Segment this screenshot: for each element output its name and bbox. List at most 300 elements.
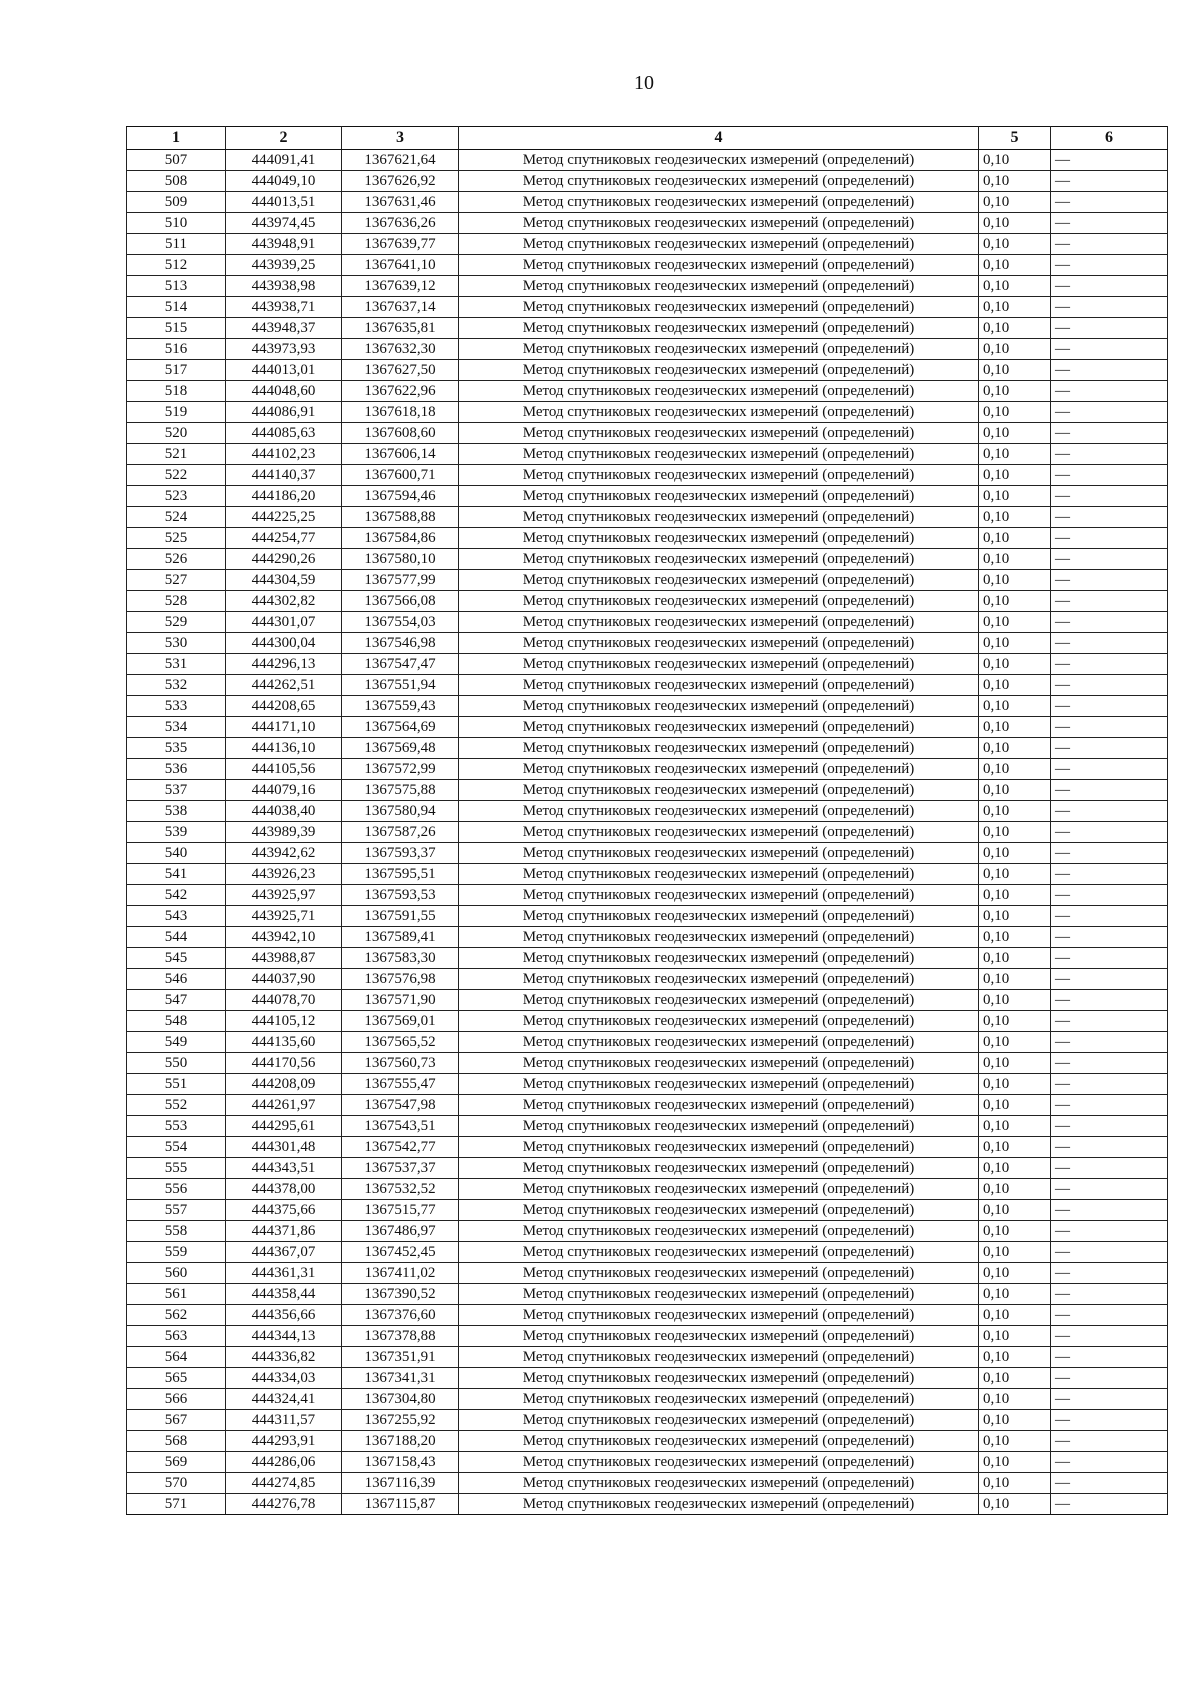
x-coordinate-cell: 444361,31 [226,1263,342,1284]
note-cell: — [1051,255,1168,276]
y-coordinate-cell: 1367641,10 [342,255,459,276]
x-coordinate-cell: 444343,51 [226,1158,342,1179]
accuracy-cell: 0,10 [979,1368,1051,1389]
x-coordinate-cell: 444038,40 [226,801,342,822]
accuracy-cell: 0,10 [979,1221,1051,1242]
method-cell: Метод спутниковых геодезических измерений (определений) [459,759,979,780]
x-coordinate-cell: 444334,03 [226,1368,342,1389]
method-cell: Метод спутниковых геодезических измерений (определений) [459,1494,979,1515]
accuracy-cell: 0,10 [979,1032,1051,1053]
x-coordinate-cell: 444079,16 [226,780,342,801]
y-coordinate-cell: 1367547,47 [342,654,459,675]
table-row [127,1263,1168,1284]
note-cell: — [1051,885,1168,906]
x-coordinate-cell: 444013,51 [226,192,342,213]
method-cell: Метод спутниковых геодезических измерений (определений) [459,1074,979,1095]
point-number-cell: 513 [127,276,226,297]
note-cell: — [1051,1158,1168,1179]
table-row [127,1473,1168,1494]
x-coordinate-cell: 444208,09 [226,1074,342,1095]
y-coordinate-cell: 1367593,37 [342,843,459,864]
accuracy-cell: 0,10 [979,717,1051,738]
x-coordinate-cell: 444261,97 [226,1095,342,1116]
table-row [127,297,1168,318]
accuracy-cell: 0,10 [979,486,1051,507]
y-coordinate-cell: 1367595,51 [342,864,459,885]
note-cell: — [1051,507,1168,528]
table-row [127,1452,1168,1473]
table-row [127,171,1168,192]
table-row [127,948,1168,969]
point-number-cell: 520 [127,423,226,444]
y-coordinate-cell: 1367577,99 [342,570,459,591]
x-coordinate-cell: 444186,20 [226,486,342,507]
x-coordinate-cell: 444302,82 [226,591,342,612]
table-row [127,864,1168,885]
x-coordinate-cell: 444135,60 [226,1032,342,1053]
note-cell: — [1051,801,1168,822]
note-cell: — [1051,381,1168,402]
note-cell: — [1051,759,1168,780]
method-cell: Метод спутниковых геодезических измерений (определений) [459,1200,979,1221]
x-coordinate-cell: 444274,85 [226,1473,342,1494]
y-coordinate-cell: 1367255,92 [342,1410,459,1431]
method-cell: Метод спутниковых геодезических измерений (определений) [459,612,979,633]
y-coordinate-cell: 1367608,60 [342,423,459,444]
table-row [127,150,1168,171]
y-coordinate-cell: 1367580,94 [342,801,459,822]
y-coordinate-cell: 1367576,98 [342,969,459,990]
table-row [127,1410,1168,1431]
note-cell: — [1051,654,1168,675]
method-cell: Метод спутниковых геодезических измерений (определений) [459,318,979,339]
x-coordinate-cell: 444378,00 [226,1179,342,1200]
table-row [127,570,1168,591]
table-row [127,1494,1168,1515]
accuracy-cell: 0,10 [979,1116,1051,1137]
method-cell: Метод спутниковых геодезических измерений (определений) [459,444,979,465]
note-cell: — [1051,276,1168,297]
x-coordinate-cell: 443989,39 [226,822,342,843]
accuracy-cell: 0,10 [979,948,1051,969]
point-number-cell: 545 [127,948,226,969]
accuracy-cell: 0,10 [979,528,1051,549]
y-coordinate-cell: 1367635,81 [342,318,459,339]
x-coordinate-cell: 443974,45 [226,213,342,234]
accuracy-cell: 0,10 [979,1452,1051,1473]
accuracy-cell: 0,10 [979,990,1051,1011]
x-coordinate-cell: 444091,41 [226,150,342,171]
table-row [127,1032,1168,1053]
x-coordinate-cell: 444262,51 [226,675,342,696]
method-cell: Метод спутниковых геодезических измерений (определений) [459,1326,979,1347]
y-coordinate-cell: 1367551,94 [342,675,459,696]
note-cell: — [1051,1053,1168,1074]
note-cell: — [1051,1221,1168,1242]
y-coordinate-cell: 1367583,30 [342,948,459,969]
x-coordinate-cell: 443925,97 [226,885,342,906]
point-number-cell: 512 [127,255,226,276]
table-row [127,990,1168,1011]
point-number-cell: 515 [127,318,226,339]
table-row [127,1116,1168,1137]
note-cell: — [1051,1368,1168,1389]
method-cell: Метод спутниковых геодезических измерений (определений) [459,549,979,570]
point-number-cell: 549 [127,1032,226,1053]
table-row [127,1137,1168,1158]
y-coordinate-cell: 1367639,77 [342,234,459,255]
y-coordinate-cell: 1367559,43 [342,696,459,717]
point-number-cell: 523 [127,486,226,507]
point-number-cell: 567 [127,1410,226,1431]
x-coordinate-cell: 444171,10 [226,717,342,738]
method-cell: Метод спутниковых геодезических измерений (определений) [459,948,979,969]
accuracy-cell: 0,10 [979,1074,1051,1095]
y-coordinate-cell: 1367627,50 [342,360,459,381]
method-cell: Метод спутниковых геодезических измерений (определений) [459,276,979,297]
accuracy-cell: 0,10 [979,864,1051,885]
accuracy-cell: 0,10 [979,276,1051,297]
point-number-cell: 561 [127,1284,226,1305]
method-cell: Метод спутниковых геодезических измерений (определений) [459,969,979,990]
note-cell: — [1051,1137,1168,1158]
point-number-cell: 519 [127,402,226,423]
x-coordinate-cell: 444344,13 [226,1326,342,1347]
note-cell: — [1051,864,1168,885]
point-number-cell: 517 [127,360,226,381]
note-cell: — [1051,1011,1168,1032]
method-cell: Метод спутниковых геодезических измерений (определений) [459,486,979,507]
note-cell: — [1051,360,1168,381]
note-cell: — [1051,1473,1168,1494]
y-coordinate-cell: 1367543,51 [342,1116,459,1137]
accuracy-cell: 0,10 [979,1389,1051,1410]
x-coordinate-cell: 444356,66 [226,1305,342,1326]
table-header [127,127,1168,150]
y-coordinate-cell: 1367580,10 [342,549,459,570]
note-cell: — [1051,906,1168,927]
x-coordinate-cell: 444078,70 [226,990,342,1011]
x-coordinate-cell: 444300,04 [226,633,342,654]
accuracy-cell: 0,10 [979,801,1051,822]
x-coordinate-cell: 444367,07 [226,1242,342,1263]
note-cell: — [1051,927,1168,948]
y-coordinate-cell: 1367537,37 [342,1158,459,1179]
x-coordinate-cell: 443942,62 [226,843,342,864]
table-row [127,549,1168,570]
note-cell: — [1051,1263,1168,1284]
y-coordinate-cell: 1367572,99 [342,759,459,780]
x-coordinate-cell: 444301,07 [226,612,342,633]
method-cell: Метод спутниковых геодезических измерений (определений) [459,1221,979,1242]
note-cell: — [1051,213,1168,234]
method-cell: Метод спутниковых геодезических измерений (определений) [459,465,979,486]
method-cell: Метод спутниковых геодезических измерений (определений) [459,885,979,906]
method-cell: Метод спутниковых геодезических измерений (определений) [459,360,979,381]
table-row [127,1221,1168,1242]
method-cell: Метод спутниковых геодезических измерений (определений) [459,1137,979,1158]
x-coordinate-cell: 444324,41 [226,1389,342,1410]
x-coordinate-cell: 444102,23 [226,444,342,465]
y-coordinate-cell: 1367571,90 [342,990,459,1011]
accuracy-cell: 0,10 [979,633,1051,654]
method-cell: Метод спутниковых геодезических измерений (определений) [459,1368,979,1389]
table-row [127,1389,1168,1410]
note-cell: — [1051,465,1168,486]
point-number-cell: 556 [127,1179,226,1200]
y-coordinate-cell: 1367587,26 [342,822,459,843]
note-cell: — [1051,423,1168,444]
note-cell: — [1051,1389,1168,1410]
x-coordinate-cell: 444286,06 [226,1452,342,1473]
accuracy-cell: 0,10 [979,297,1051,318]
x-coordinate-cell: 443988,87 [226,948,342,969]
method-cell: Метод спутниковых геодезических измерений (определений) [459,507,979,528]
point-number-cell: 546 [127,969,226,990]
note-cell: — [1051,1305,1168,1326]
accuracy-cell: 0,10 [979,171,1051,192]
method-cell: Метод спутниковых геодезических измерений (определений) [459,675,979,696]
note-cell: — [1051,738,1168,759]
table-row [127,1368,1168,1389]
point-number-cell: 565 [127,1368,226,1389]
method-cell: Метод спутниковых геодезических измерений (определений) [459,1011,979,1032]
y-coordinate-cell: 1367564,69 [342,717,459,738]
y-coordinate-cell: 1367565,52 [342,1032,459,1053]
y-coordinate-cell: 1367351,91 [342,1347,459,1368]
y-coordinate-cell: 1367304,80 [342,1389,459,1410]
table-row [127,612,1168,633]
table-row [127,906,1168,927]
x-coordinate-cell: 444296,13 [226,654,342,675]
point-number-cell: 547 [127,990,226,1011]
y-coordinate-cell: 1367546,98 [342,633,459,654]
point-number-cell: 533 [127,696,226,717]
note-cell: — [1051,402,1168,423]
x-coordinate-cell: 444085,63 [226,423,342,444]
point-number-cell: 551 [127,1074,226,1095]
y-coordinate-cell: 1367411,02 [342,1263,459,1284]
accuracy-cell: 0,10 [979,570,1051,591]
method-cell: Метод спутниковых геодезических измерений (определений) [459,801,979,822]
method-cell: Метод спутниковых геодезических измерений (определений) [459,1095,979,1116]
point-number-cell: 562 [127,1305,226,1326]
x-coordinate-cell: 444170,56 [226,1053,342,1074]
point-number-cell: 554 [127,1137,226,1158]
table-row [127,528,1168,549]
method-cell: Метод спутниковых геодезических измерений (определений) [459,843,979,864]
method-cell: Метод спутниковых геодезических измерений (определений) [459,1116,979,1137]
table-row [127,675,1168,696]
point-number-cell: 563 [127,1326,226,1347]
x-coordinate-cell: 444293,91 [226,1431,342,1452]
x-coordinate-cell: 444336,82 [226,1347,342,1368]
y-coordinate-cell: 1367569,01 [342,1011,459,1032]
y-coordinate-cell: 1367575,88 [342,780,459,801]
point-number-cell: 535 [127,738,226,759]
accuracy-cell: 0,10 [979,360,1051,381]
point-number-cell: 527 [127,570,226,591]
method-cell: Метод спутниковых геодезических измерений (определений) [459,1305,979,1326]
table-row [127,759,1168,780]
accuracy-cell: 0,10 [979,255,1051,276]
table-body [127,150,1168,1515]
accuracy-cell: 0,10 [979,759,1051,780]
accuracy-cell: 0,10 [979,969,1051,990]
table-row [127,1011,1168,1032]
note-cell: — [1051,192,1168,213]
method-cell: Метод спутниковых геодезических измерений (определений) [459,528,979,549]
accuracy-cell: 0,10 [979,675,1051,696]
accuracy-cell: 0,10 [979,591,1051,612]
accuracy-cell: 0,10 [979,1347,1051,1368]
accuracy-cell: 0,10 [979,1179,1051,1200]
accuracy-cell: 0,10 [979,1137,1051,1158]
note-cell: — [1051,633,1168,654]
point-number-cell: 532 [127,675,226,696]
y-coordinate-cell: 1367636,26 [342,213,459,234]
table-row [127,423,1168,444]
y-coordinate-cell: 1367637,14 [342,297,459,318]
y-coordinate-cell: 1367116,39 [342,1473,459,1494]
note-cell: — [1051,1326,1168,1347]
table-row [127,801,1168,822]
table-row [127,360,1168,381]
x-coordinate-cell: 444105,56 [226,759,342,780]
y-coordinate-cell: 1367560,73 [342,1053,459,1074]
x-coordinate-cell: 444208,65 [226,696,342,717]
method-cell: Метод спутниковых геодезических измерений (определений) [459,150,979,171]
note-cell: — [1051,612,1168,633]
note-cell: — [1051,591,1168,612]
accuracy-cell: 0,10 [979,927,1051,948]
accuracy-cell: 0,10 [979,423,1051,444]
note-cell: — [1051,1452,1168,1473]
table-row [127,885,1168,906]
table-row [127,969,1168,990]
point-number-cell: 540 [127,843,226,864]
accuracy-cell: 0,10 [979,780,1051,801]
accuracy-cell: 0,10 [979,381,1051,402]
method-cell: Метод спутниковых геодезических измерений (определений) [459,1053,979,1074]
header-col-5: 5 [979,127,1051,150]
x-coordinate-cell: 444276,78 [226,1494,342,1515]
table-row [127,1431,1168,1452]
x-coordinate-cell: 443942,10 [226,927,342,948]
accuracy-cell: 0,10 [979,213,1051,234]
point-number-cell: 518 [127,381,226,402]
table-row [127,507,1168,528]
point-number-cell: 522 [127,465,226,486]
y-coordinate-cell: 1367589,41 [342,927,459,948]
x-coordinate-cell: 443938,71 [226,297,342,318]
accuracy-cell: 0,10 [979,1158,1051,1179]
accuracy-cell: 0,10 [979,822,1051,843]
point-number-cell: 560 [127,1263,226,1284]
accuracy-cell: 0,10 [979,444,1051,465]
point-number-cell: 558 [127,1221,226,1242]
note-cell: — [1051,1431,1168,1452]
x-coordinate-cell: 444301,48 [226,1137,342,1158]
coordinates-table [126,126,1168,1515]
point-number-cell: 534 [127,717,226,738]
accuracy-cell: 0,10 [979,654,1051,675]
accuracy-cell: 0,10 [979,192,1051,213]
y-coordinate-cell: 1367591,55 [342,906,459,927]
header-col-2: 2 [226,127,342,150]
note-cell: — [1051,948,1168,969]
accuracy-cell: 0,10 [979,1494,1051,1515]
x-coordinate-cell: 444048,60 [226,381,342,402]
y-coordinate-cell: 1367606,14 [342,444,459,465]
note-cell: — [1051,696,1168,717]
note-cell: — [1051,318,1168,339]
table-row [127,1305,1168,1326]
method-cell: Метод спутниковых геодезических измерений (определений) [459,1347,979,1368]
table-row [127,1074,1168,1095]
method-cell: Метод спутниковых геодезических измерений (определений) [459,1410,979,1431]
y-coordinate-cell: 1367626,92 [342,171,459,192]
method-cell: Метод спутниковых геодезических измерений (определений) [459,927,979,948]
accuracy-cell: 0,10 [979,1305,1051,1326]
note-cell: — [1051,969,1168,990]
y-coordinate-cell: 1367188,20 [342,1431,459,1452]
point-number-cell: 550 [127,1053,226,1074]
x-coordinate-cell: 444311,57 [226,1410,342,1431]
table-row [127,255,1168,276]
header-col-6: 6 [1051,127,1168,150]
method-cell: Метод спутниковых геодезических измерений (определений) [459,864,979,885]
point-number-cell: 531 [127,654,226,675]
method-cell: Метод спутниковых геодезических измерений (определений) [459,591,979,612]
x-coordinate-cell: 443939,25 [226,255,342,276]
point-number-cell: 524 [127,507,226,528]
point-number-cell: 542 [127,885,226,906]
method-cell: Метод спутниковых геодезических измерений (определений) [459,990,979,1011]
table-row [127,780,1168,801]
x-coordinate-cell: 443925,71 [226,906,342,927]
method-cell: Метод спутниковых геодезических измерений (определений) [459,633,979,654]
x-coordinate-cell: 443938,98 [226,276,342,297]
note-cell: — [1051,843,1168,864]
accuracy-cell: 0,10 [979,1410,1051,1431]
y-coordinate-cell: 1367390,52 [342,1284,459,1305]
note-cell: — [1051,528,1168,549]
table-row [127,276,1168,297]
x-coordinate-cell: 443948,37 [226,318,342,339]
point-number-cell: 543 [127,906,226,927]
accuracy-cell: 0,10 [979,906,1051,927]
note-cell: — [1051,1347,1168,1368]
method-cell: Метод спутниковых геодезических измерений (определений) [459,213,979,234]
point-number-cell: 539 [127,822,226,843]
note-cell: — [1051,1242,1168,1263]
method-cell: Метод спутниковых геодезических измерений (определений) [459,297,979,318]
point-number-cell: 566 [127,1389,226,1410]
note-cell: — [1051,822,1168,843]
accuracy-cell: 0,10 [979,1011,1051,1032]
note-cell: — [1051,234,1168,255]
accuracy-cell: 0,10 [979,1095,1051,1116]
method-cell: Метод спутниковых геодезических измерений (определений) [459,780,979,801]
x-coordinate-cell: 444375,66 [226,1200,342,1221]
y-coordinate-cell: 1367532,52 [342,1179,459,1200]
method-cell: Метод спутниковых геодезических измерений (определений) [459,1032,979,1053]
x-coordinate-cell: 444371,86 [226,1221,342,1242]
method-cell: Метод спутниковых геодезических измерений (определений) [459,402,979,423]
page-number: 10 [634,72,654,94]
x-coordinate-cell: 444225,25 [226,507,342,528]
